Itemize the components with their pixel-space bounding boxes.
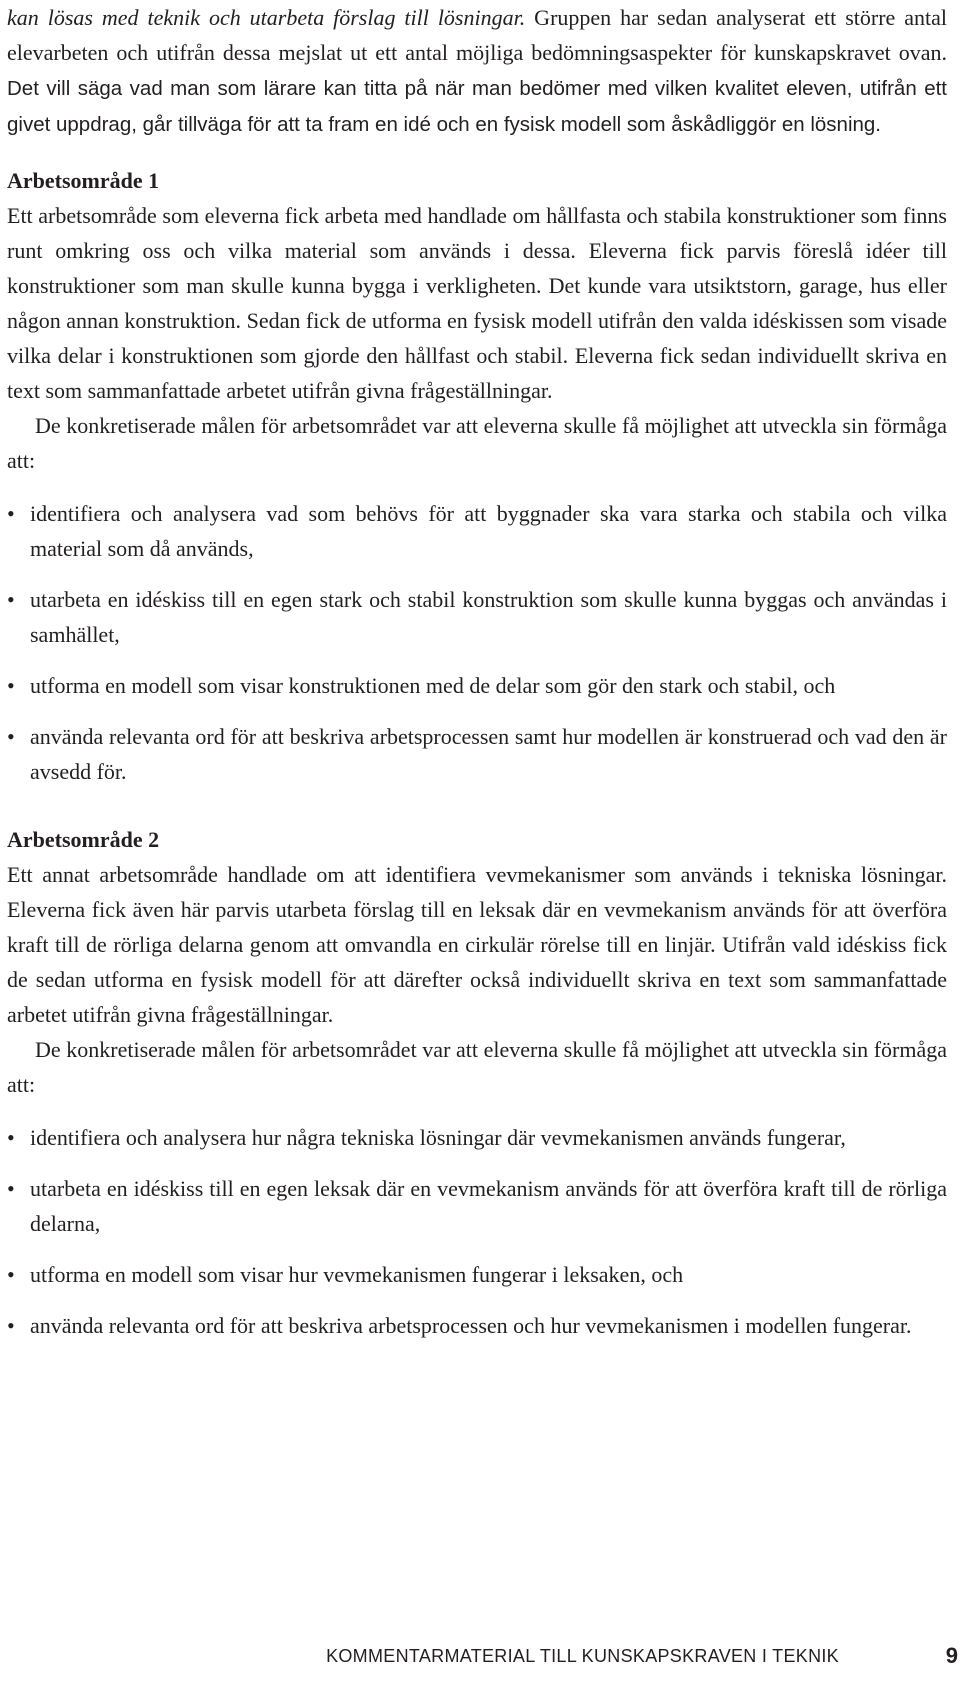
list-item (7, 1171, 947, 1241)
bullet-icon: • (7, 724, 15, 749)
list-item-text: identifiera och analysera vad som behövs för att byggnader ska vara starka och stabila och vilka material som då används, (30, 501, 947, 561)
section-paragraph: Ett arbetsområde som eleverna fick arbeta med handlade om hållfasta och stabila konstruktioner som finns runt omkring oss och vilka material som används i dessa. Eleverna fick parvis föreslå idéer till konstruktioner som man skulle kunna bygga i verkligheten. Det kunde vara utsiktstorn, garage, hus eller någon annan konstruktion. Sedan fick de utforma en fysisk modell utifrån den valda idéskissen som visade vilka delar i konstruktionen som gjorde den hållfast och stabil. Eleverna fick sedan individuellt skriva en text som sammanfattade arbetet utifrån givna frågeställningar. (7, 203, 947, 403)
goals-list (7, 1120, 947, 1343)
page-footer (0, 1638, 960, 1678)
bullet-icon: • (7, 1313, 15, 1338)
list-item-text: identifiera och analysera hur några tekniska lösningar där vevmekanismen används fungerar, (30, 1125, 846, 1150)
intro-italic-text: kan lösas med teknik och utarbeta förslag till lösningar. (7, 5, 526, 30)
bullet-icon: • (7, 587, 15, 612)
list-item-text: utforma en modell som visar konstruktionen med de delar som gör den stark och stabil, och (30, 673, 836, 698)
list-item-text: använda relevanta ord för att beskriva arbetsprocessen och hur vevmekanismen i modellen fungerar. (30, 1313, 912, 1338)
bullet-icon: • (7, 1262, 15, 1287)
list-item-text: utarbeta en idéskiss till en egen stark och stabil konstruktion som skulle kunna byggas och användas i samhället, (30, 587, 947, 647)
list-item (7, 1257, 947, 1292)
intro-sans-text: Det vill säga vad man som lärare kan titta på när man bedömer med vilken kvalitet eleven, utifrån ett givet uppdrag, går tillväga för att ta fram en idé och en fysisk modell som åskådliggör en lösning. (7, 77, 947, 136)
list-item (7, 668, 947, 703)
list-item (7, 719, 947, 789)
section-paragraph: Ett annat arbetsområde handlade om att identifiera vevmekanismer som används i tekniska lösningar. Eleverna fick även här parvis utarbeta förslag till en leksak där en vevmekanism används för att överföra kraft till de rörliga delarna genom att omvandla en cirkulär rörelse till en linjär. Utifrån vald idéskiss fick de sedan utforma en fysisk modell för att därefter också individuellt skriva en text som sammanfattade arbetet utifrån givna frågeställningar. (7, 862, 947, 1027)
bullet-icon: • (7, 673, 15, 698)
section-heading: Arbetsområde 1 (7, 168, 160, 193)
list-item (7, 582, 947, 652)
goals-intro: De konkretiserade målen för arbetsområdet var att eleverna skulle få möjlighet att utveckla sin förmåga att: (7, 413, 947, 473)
list-item (7, 1308, 947, 1343)
intro-serif-text: Gruppen har sedan analyserat ett större antal elevarbeten och utifrån dessa mejslat ut ett antal möjliga bedömningsaspekter för kunskapskravet ovan. (7, 5, 947, 65)
page-number: 9 (945, 1643, 958, 1668)
running-title: KOMMENTARMATERIAL TILL KUNSKAPSKRAVEN I TEKNIK (326, 1646, 839, 1666)
section-heading: Arbetsområde 2 (7, 827, 160, 852)
list-item-text: utforma en modell som visar hur vevmekanismen fungerar i leksaken, och (30, 1262, 684, 1287)
section-arbetsomrade-2 (7, 822, 947, 1343)
intro-paragraph (7, 0, 947, 142)
list-item (7, 496, 947, 566)
bullet-icon: • (7, 1125, 15, 1150)
goals-intro: De konkretiserade målen för arbetsområdet var att eleverna skulle få möjlighet att utveckla sin förmåga att: (7, 1037, 947, 1097)
bullet-icon: • (7, 1176, 15, 1201)
goals-list (7, 496, 947, 789)
list-item (7, 1120, 947, 1155)
document-page (7, 0, 947, 1359)
bullet-icon: • (7, 501, 15, 526)
list-item-text: använda relevanta ord för att beskriva arbetsprocessen samt hur modellen är konstruerad och vad den är avsedd för. (30, 724, 947, 784)
list-item-text: utarbeta en idéskiss till en egen leksak där en vevmekanism används för att överföra kraft till de rörliga delarna, (30, 1176, 947, 1236)
section-arbetsomrade-1 (7, 163, 947, 789)
